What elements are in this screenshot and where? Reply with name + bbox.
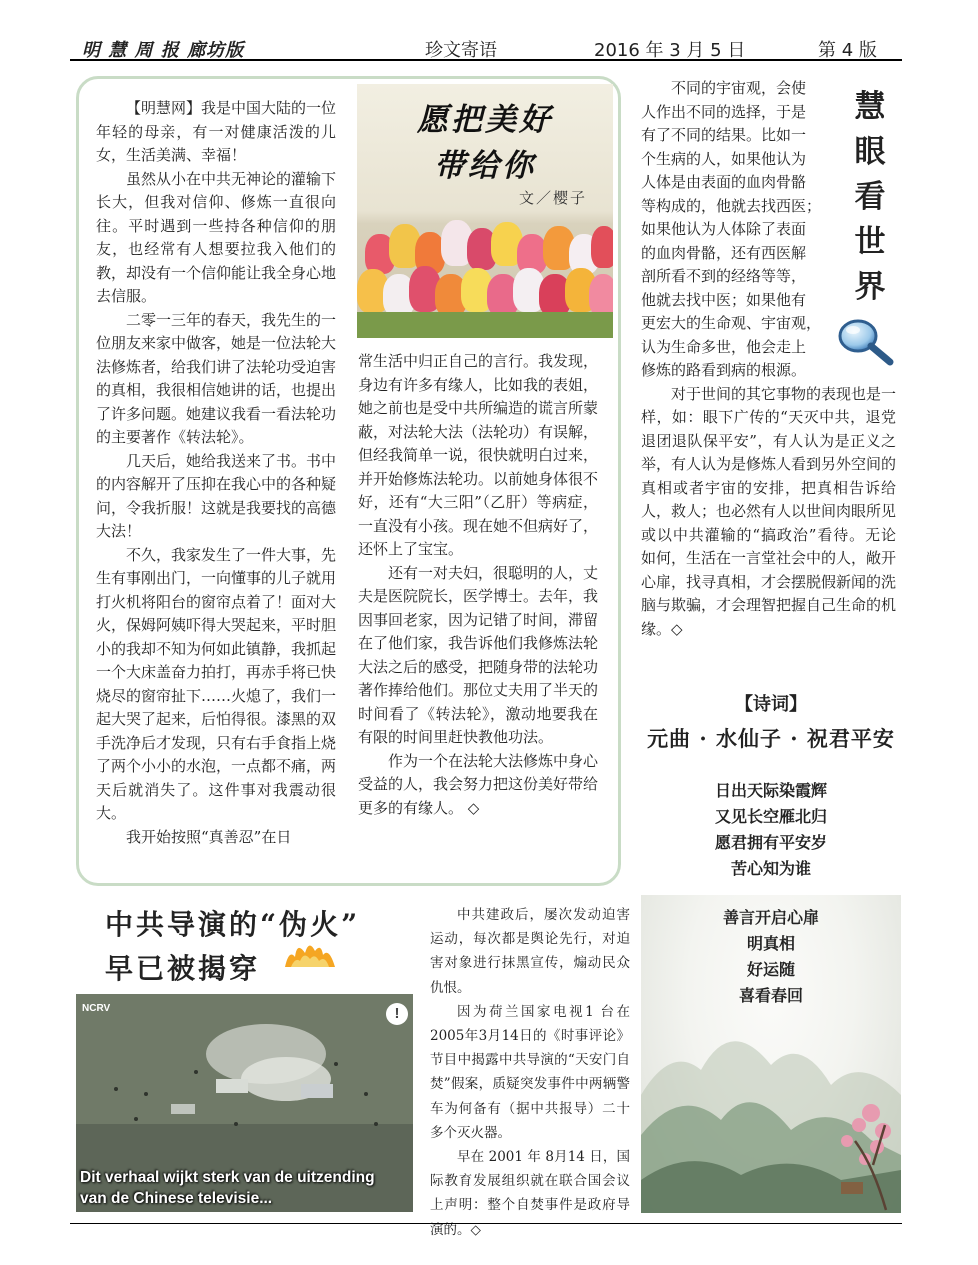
alert-icon: ! bbox=[386, 1003, 408, 1025]
fire-title-line2: 早已被揭穿 bbox=[105, 952, 261, 985]
wisdom-title-char: 世 bbox=[854, 224, 886, 260]
paragraph: 中共建政后，屡次发动迫害运动，每次都是舆论先行，对迫害对象进行抹黑宣传，煽动民众仇恨。 bbox=[430, 907, 630, 996]
caption-line: van de Chinese televisie... bbox=[80, 1190, 273, 1207]
text-line: 等构成的，他就去找西医； bbox=[641, 196, 822, 215]
text-line: 个生病的人，如果他认为 bbox=[641, 149, 807, 168]
text-line: 剖所看不到的经络等等， bbox=[641, 267, 807, 285]
poem-line: 善言开启心扉 bbox=[722, 908, 819, 927]
wisdom-title-char: 界 bbox=[854, 269, 886, 305]
text-line: 认为生命多世，他会走上 bbox=[641, 337, 807, 356]
paragraph: 虽然从小在中共无神论的灌输下长大，但我对信仰、修炼一直很向往。平时遇到一些持各种信仰的朋友，也经常有人想要拉我入他们的教，却没有一个信仰能让我全身心地去信服。 bbox=[96, 169, 337, 305]
header-rule bbox=[70, 59, 902, 61]
page-number: 第 4 版 bbox=[818, 40, 877, 61]
flame-icon bbox=[283, 939, 338, 967]
wisdom-title-char: 看 bbox=[854, 179, 886, 215]
text-line: 如果他认为人体除了表面 bbox=[641, 220, 807, 238]
tv-news-screenshot bbox=[76, 994, 413, 1212]
poem-title: 元曲 · 水仙子 · 祝君平安 bbox=[647, 726, 895, 751]
issue-date: 2016 年 3 月 5 日 bbox=[594, 40, 746, 61]
poem-line: 明真相 bbox=[746, 934, 795, 953]
paragraph: 二零一三年的春天，我先生的一位朋友来家中做客，她是一位法轮大法修炼者，给我们讲了法轮功受迫害的真相，我很相信她讲的话，也提出了许多问题。她建议我看一看法轮功的主要著作《转法轮》。 bbox=[96, 310, 337, 446]
feature-title-line2: 带给你 bbox=[434, 148, 536, 184]
poem-line: 苦心知为谁 bbox=[730, 859, 811, 878]
footer-rule bbox=[70, 1223, 902, 1224]
paragraph: 【明慧网】我是中国大陆的一位年轻的母亲，有一对健康活泼的儿女，生活美满、幸福！ bbox=[96, 99, 337, 164]
feature-title-line1: 愿把美好 bbox=[417, 102, 553, 138]
poem-stanza-1 bbox=[641, 778, 901, 882]
feature-column-2 bbox=[358, 350, 598, 820]
tv-caption bbox=[80, 1167, 375, 1209]
paragraph: 不久，我家发生了一件大事，先生有事刚出门，一向懂事的儿子就用打火机将阳台的窗帘点着了！面对大火，保姆阿姨吓得大哭起来，平时胆小的我却不知为何如此镇静，我抓起一个大床盖奋力拍打，再赤手将已快烧尽的窗帘扯下……火熄了，我们一起大哭了起来，后怕得很。漆黑的双手洗净后才发现，只有右手食指上烧了两个小小的水泡，一点都不痛，两天后就消失了。这件事对我震动很大。 bbox=[96, 545, 337, 822]
paragraph: 因为荷兰国家电视1 台在2005年3月14日的《时事评论》节目中揭露中共导演的“天安门自焚”假案，质疑突发事件中两辆警车为何备有（据中共报导）二十多个灭火器。 bbox=[430, 1003, 630, 1141]
poem-line: 又见长空雁北归 bbox=[714, 807, 827, 826]
text-line: 更宏大的生命观、宇宙观， bbox=[641, 314, 822, 332]
text-line: 他就去找中医；如果他有 bbox=[641, 290, 807, 309]
feature-title-image bbox=[357, 84, 613, 338]
paragraph: 几天后，她给我送来了书。书中的内容解开了压抑在我心中的各种疑问，令我折服！这就是我要找的高德大法！ bbox=[96, 451, 337, 540]
feature-author: 文／樱子 bbox=[518, 189, 587, 207]
text-line: 不同的宇宙观，会使 bbox=[671, 79, 807, 97]
feature-column-1 bbox=[96, 97, 336, 849]
caption-line: Dit verhaal wijkt sterk van de uitzending bbox=[80, 1169, 375, 1186]
paragraph: 早在 2001 年 8月14 日，国际教育发展组织就在联合国会议上声明：整个自焚事件是政府导演的。◇ bbox=[430, 1149, 630, 1238]
text-line: 有了不同的结果。比如一 bbox=[641, 126, 807, 144]
masthead: 明 慧 周 报 廊坊版 bbox=[82, 40, 245, 61]
text-line: 人作出不同的选择，于是 bbox=[641, 102, 807, 121]
poem-line: 日出天际染霞辉 bbox=[714, 781, 827, 800]
paragraph: 还有一对夫妇，很聪明的人，丈夫是医院院长，医学博士。去年，我因事回老家，因为记错了时间，滞留在了他们家，我告诉他们我修炼法轮大法之后的感受，把随身带的法轮功著作捧给他们。那位丈夫用了半天的时间看了《转法轮》，激动地要我在有限的时间里赶快教他功法。 bbox=[358, 563, 599, 746]
poem-line: 喜看春回 bbox=[738, 986, 803, 1005]
wisdom-title-char: 慧 bbox=[854, 89, 886, 125]
section-name: 珍文寄语 bbox=[425, 40, 497, 61]
wisdom-column bbox=[641, 77, 896, 641]
text-line: 的血肉骨骼，还有西医解 bbox=[641, 243, 807, 262]
text-line: 修炼的路看到病的根源。 bbox=[641, 361, 807, 379]
poem-heading: 【诗词】 bbox=[735, 694, 807, 715]
tv-logo: NCRV bbox=[82, 1003, 111, 1014]
wisdom-paragraph-2: 对于世间的其它事物的表现也是一样，如：眼下广传的“天灭中共，退党退团退队保平安”，有人认为是正义之举，有人认为是修炼人看到另外空间的真相或者宇宙的安排，把真相告诉给人，救人；也必然有人以世间肉眼所见或以中共灌输的“搞政治”看待。无论如何，生活在一言堂社会中的人，敞开心扉，找寻真相，才会摆脱假新闻的洗脑与欺骗，才会理智把握自己生命的机缘。◇ bbox=[641, 384, 897, 638]
paragraph: 我开始按照“真善忍”在日 bbox=[126, 827, 292, 846]
wisdom-paragraph-1 bbox=[641, 77, 831, 383]
page-header bbox=[70, 30, 900, 60]
poem-stanza-2 bbox=[641, 905, 901, 1009]
poem-line: 好运随 bbox=[746, 960, 795, 979]
fire-article-title bbox=[105, 903, 405, 991]
paragraph: 作为一个在法轮大法修炼中身心受益的人，我会努力把这份美好带给更多的有缘人。 ◇ bbox=[358, 751, 599, 817]
fire-article-text bbox=[430, 903, 630, 1242]
poem-line: 愿君拥有平安岁 bbox=[714, 833, 827, 852]
text-line: 人体是由表面的血肉骨骼 bbox=[641, 173, 807, 191]
paragraph: 常生活中归正自己的言行。我发现，身边有许多有缘人，比如我的表姐，她之前也是受中共所编造的谎言所蒙蔽，对法轮大法（法轮功）有误解，但经我简单一说，很快就明白过来，并开始修炼法轮功。以前她身体很不好，还有“大三阳”（乙肝）等病症，一直没有小孩。现在她不但病好了，还怀上了宝宝。 bbox=[358, 352, 599, 558]
wisdom-title-char: 眼 bbox=[854, 134, 886, 170]
fire-title-line1: 中共导演的“伪火” bbox=[105, 908, 361, 941]
